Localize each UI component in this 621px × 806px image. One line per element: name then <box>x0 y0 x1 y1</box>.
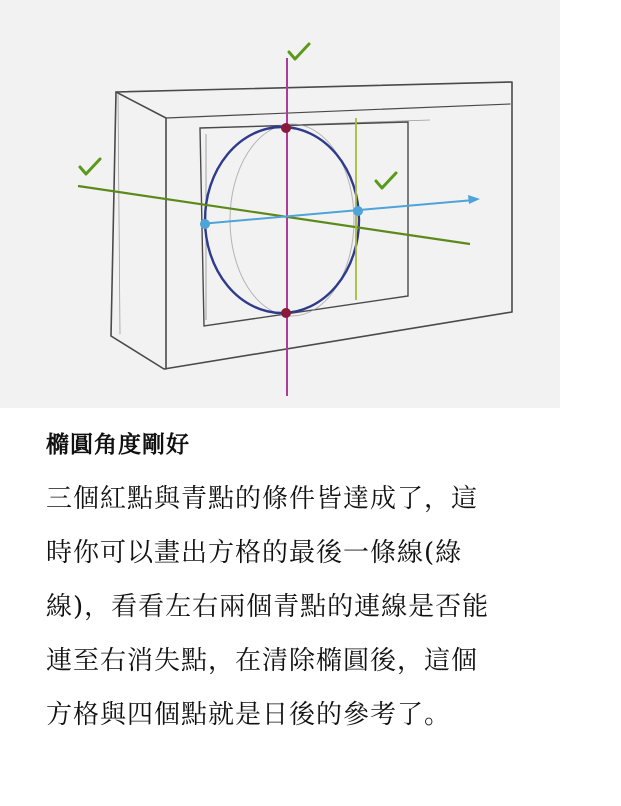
sketch-illustration <box>0 0 560 408</box>
caption-line: 連至右消失點，在清除橢圓後，這個 <box>46 646 479 676</box>
perspective-drawing <box>0 0 560 408</box>
check-mark-top <box>289 44 309 59</box>
cyan-line <box>200 200 474 224</box>
caption-block <box>46 428 586 742</box>
check-mark-left <box>80 159 100 174</box>
caption-line: 三個紅點與青點的條件皆達成了，這 <box>46 484 479 514</box>
cyan-dot-left <box>200 219 210 229</box>
check-mark-right <box>376 173 396 188</box>
arrow-head <box>468 195 480 204</box>
caption-line: 時你可以畫出方格的最後一條線(綠 <box>46 538 463 568</box>
inner-square <box>200 120 430 326</box>
caption-line: 線)，看看左右兩個青點的連線是否能 <box>46 592 490 622</box>
caption-line: 方格與四個點就是日後的參考了。 <box>46 700 452 730</box>
caption-heading: 橢圓角度剛好 <box>46 431 190 458</box>
cyan-dot-right <box>353 206 363 216</box>
green-line <box>78 186 470 244</box>
red-dot-top <box>281 123 291 133</box>
red-dot-bottom <box>281 308 291 318</box>
ellipse <box>205 127 359 313</box>
